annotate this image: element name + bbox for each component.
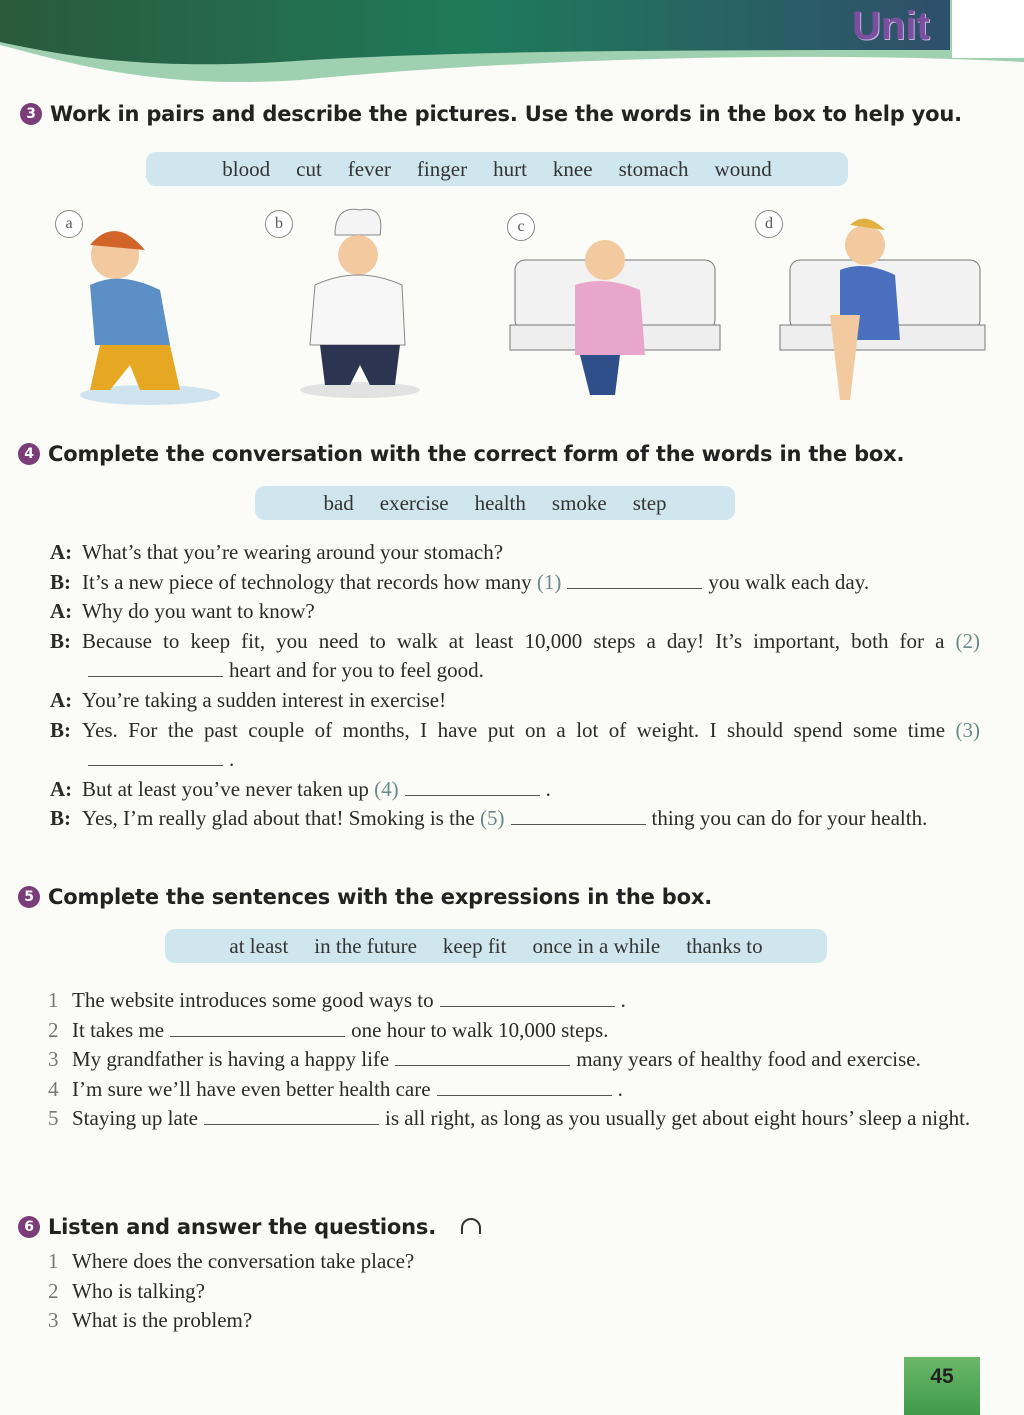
text: But at least you’ve never taken up xyxy=(82,776,369,801)
word: fever xyxy=(347,156,391,181)
sentence xyxy=(48,1016,980,1046)
answer-blank[interactable] xyxy=(204,1123,379,1125)
word: thanks to xyxy=(686,933,763,958)
dialogue-text xyxy=(82,686,980,716)
text: My grandfather is having a happy life xyxy=(72,1047,390,1072)
exercise-6-heading xyxy=(18,1215,484,1239)
word: wound xyxy=(714,156,772,181)
text: I’m sure we’ll have even better health care xyxy=(72,1076,431,1101)
item-number: 5 xyxy=(48,1106,59,1131)
word: step xyxy=(632,490,667,515)
exercise-3-heading xyxy=(20,102,962,126)
word: exercise xyxy=(379,490,449,515)
word: once in a while xyxy=(532,933,661,958)
item-number: 3 xyxy=(48,1308,59,1333)
word: in the future xyxy=(314,933,417,958)
speaker-label: B: xyxy=(50,628,71,653)
unit-box xyxy=(952,0,1024,58)
text: The website introduces some good ways to xyxy=(72,988,434,1012)
text: one hour to walk 10,000 steps. xyxy=(351,1017,609,1042)
sentence-text xyxy=(72,1075,980,1105)
question xyxy=(48,1277,980,1307)
word-box-4 xyxy=(255,486,735,520)
question xyxy=(48,1247,980,1277)
answer-blank[interactable] xyxy=(405,794,540,796)
text: is all right, as long as you usually get about eight hours’ sleep a night. xyxy=(384,1106,971,1131)
speaker-label: A: xyxy=(50,540,73,564)
dialogue-text xyxy=(82,538,980,568)
instruction: Work in pairs and describe the pictures. Use the words in the box to help you. xyxy=(50,102,962,126)
conversation xyxy=(50,538,980,834)
page-number: 45 xyxy=(904,1357,980,1415)
text: you walk each day. xyxy=(708,569,870,594)
instruction: Complete the sentences with the expressions in the box. xyxy=(48,885,712,909)
word-box-3 xyxy=(146,152,848,186)
answer-blank[interactable] xyxy=(88,675,223,677)
word: finger xyxy=(416,156,468,181)
sentence-list xyxy=(48,986,980,1134)
blank-number: (5) xyxy=(480,806,505,831)
question-text: What is the problem? xyxy=(72,1308,253,1333)
blank-number: (4) xyxy=(374,776,399,801)
speaker-label: B: xyxy=(50,717,71,742)
sentence-text xyxy=(72,1104,980,1134)
dialogue-line xyxy=(50,804,980,834)
sentence-text xyxy=(72,986,980,1016)
blank-number: (1) xyxy=(536,569,562,594)
answer-blank[interactable] xyxy=(88,764,223,766)
speaker-label: B: xyxy=(50,806,71,831)
dialogue-line xyxy=(50,716,980,775)
blank-number: (3) xyxy=(955,717,980,742)
sentence xyxy=(48,1045,980,1075)
dialogue-line xyxy=(50,627,980,686)
text: . xyxy=(545,776,551,801)
word: bad xyxy=(323,490,354,515)
answer-blank[interactable] xyxy=(395,1064,570,1066)
question-text: Where does the conversation take place? xyxy=(72,1249,415,1273)
text: thing you can do for your health. xyxy=(651,806,928,831)
dialogue-line xyxy=(50,597,980,627)
item-number: 1 xyxy=(48,1249,59,1273)
exercise-5-heading xyxy=(18,885,712,909)
sentence xyxy=(48,1104,980,1134)
sentence xyxy=(48,986,980,1016)
word: knee xyxy=(552,156,593,181)
dialogue-text xyxy=(82,627,980,686)
sentence xyxy=(48,1075,980,1105)
unit-label: Unit xyxy=(852,4,930,48)
picture-label: d xyxy=(755,210,783,238)
answer-blank[interactable] xyxy=(511,823,646,825)
text: . xyxy=(620,988,626,1012)
item-number: 3 xyxy=(48,1047,59,1072)
instruction: Listen and answer the questions. xyxy=(48,1215,436,1239)
word: keep fit xyxy=(442,933,507,958)
exercise-number: 4 xyxy=(18,443,40,465)
text: Yes, I’m really glad about that! Smoking is the xyxy=(82,806,475,831)
picture-c xyxy=(505,205,725,410)
text: many years of healthy food and exercise. xyxy=(576,1047,921,1072)
exercise-4-heading xyxy=(18,442,904,466)
dialogue-text xyxy=(82,568,980,598)
speaker-label: B: xyxy=(50,569,71,594)
dialogue-text xyxy=(82,716,980,775)
text: . xyxy=(229,747,235,772)
answer-blank[interactable] xyxy=(440,1005,615,1007)
text: Why do you want to know? xyxy=(82,599,315,624)
dialogue-line xyxy=(50,686,980,716)
text: Staying up late xyxy=(72,1106,198,1131)
text: It takes me xyxy=(72,1017,165,1042)
dialogue-line xyxy=(50,538,980,568)
dialogue-line xyxy=(50,568,980,598)
speaker-label: A: xyxy=(50,776,73,801)
word: cut xyxy=(296,156,322,181)
speaker-label: A: xyxy=(50,599,73,624)
text: . xyxy=(617,1076,623,1101)
picture-label: a xyxy=(55,210,83,238)
picture-d xyxy=(765,205,990,410)
word-box-5 xyxy=(165,929,827,963)
blank-number: (2) xyxy=(955,628,980,653)
text: What’s that you’re wearing around your stomach? xyxy=(82,540,504,564)
sentence-text xyxy=(72,1016,980,1046)
word: health xyxy=(474,490,526,515)
answer-blank[interactable] xyxy=(437,1094,612,1096)
word: blood xyxy=(222,156,271,181)
dialogue-text xyxy=(82,597,980,627)
sentence-text xyxy=(72,1045,980,1075)
picture-label: b xyxy=(265,210,293,238)
dialogue-text xyxy=(82,775,980,805)
word: at least xyxy=(229,933,289,958)
text: Yes. For the past couple of months, I have put on a lot of weight. I should spend some time xyxy=(82,717,946,742)
instruction: Complete the conversation with the correct form of the words in the box. xyxy=(48,442,905,466)
item-number: 1 xyxy=(48,988,59,1012)
item-number: 2 xyxy=(48,1278,59,1303)
answer-blank[interactable] xyxy=(170,1035,345,1037)
item-number: 4 xyxy=(48,1076,59,1101)
headphones-icon xyxy=(458,1216,484,1238)
text: It’s a new piece of technology that records how many xyxy=(82,569,532,594)
word: stomach xyxy=(618,156,689,181)
picture-b xyxy=(275,205,500,410)
word: hurt xyxy=(493,156,527,181)
question-list xyxy=(48,1247,980,1336)
item-number: 2 xyxy=(48,1017,59,1042)
exercise-number: 3 xyxy=(20,103,42,125)
dialogue-line xyxy=(50,775,980,805)
exercise-number: 5 xyxy=(18,886,40,908)
picture-label: c xyxy=(507,213,535,241)
dialogue-text xyxy=(82,804,980,834)
text: heart and for you to feel good. xyxy=(229,658,484,683)
picture-a xyxy=(40,205,260,410)
text: Because to keep fit, you need to walk at least 10,000 steps a day! It’s important, both for a xyxy=(82,628,945,653)
question-text: Who is talking? xyxy=(72,1278,205,1303)
text: You’re taking a sudden interest in exercise! xyxy=(82,687,447,712)
word: smoke xyxy=(551,490,607,515)
speaker-label: A: xyxy=(50,687,73,712)
question xyxy=(48,1306,980,1336)
exercise-number: 6 xyxy=(18,1216,40,1238)
answer-blank[interactable] xyxy=(567,587,702,589)
